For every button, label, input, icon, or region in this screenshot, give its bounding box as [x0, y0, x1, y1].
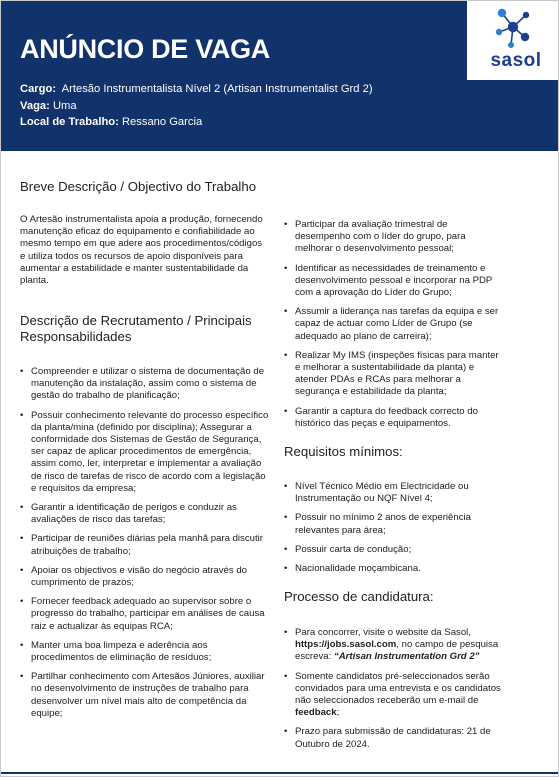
sasol-molecule-logo-icon: [491, 5, 535, 49]
requisitos-list: [284, 481, 504, 575]
responsabilidades-heading: Descrição de Recrutamento / Principais Responsabilidades: [20, 313, 252, 344]
list-item: • Nacionalidade moçambicana.: [284, 563, 504, 575]
list-item: • Realizar My IMS (inspeções físicas para manter e melhorar a sustentabilidade da planta) e atender PDAs e RCAs para melhorar a segurança e estabilidade da planta;: [284, 350, 504, 399]
processo-item-website: • Para concorrer, visite o website da Sasol, https://jobs.sasol.com, no campo de pesquisa escreva: “Artisan Instrumentation Grd 2”: [284, 627, 504, 664]
list-item: • Possuir carta de condução;: [284, 544, 504, 556]
list-item: • Identificar as necessidades de treinamento e desenvolvimento pessoal e incorporar na PDP com a aprovação do Líder do Grupo;: [284, 263, 504, 300]
list-item: • Garantir a identificação de perigos e conduzir as avaliações de risco das tarefas;: [20, 502, 272, 526]
processo-heading: Processo de candidatura:: [284, 589, 434, 604]
breve-heading: Breve Descrição / Objectivo do Trabalho: [20, 179, 257, 194]
list-item: • Fornecer feedback adequado ao supervisor sobre o progresso do trabalho, participar em análises de causa raiz e actualizar às equipas RCA;: [20, 596, 272, 633]
processo-item-selection: • Somente candidatos pré-seleccionados serão convidados para uma entrevista e os candidatos não seleccionados receberão um e-mail de feedback;: [284, 671, 504, 720]
feedback-bold: feedback: [295, 707, 337, 719]
sasol-logo-text: sasol: [490, 50, 542, 71]
job-title-line: [20, 81, 373, 98]
list-item: • Compreender e utilizar o sistema de documentação de manutenção da instalação, assim como o sistema de gestão do trabalho de planificação;: [20, 366, 272, 403]
list-item: • Possuir conhecimento relevante do processo específico da planta/mina (definido por disciplina); Assegurar a conformidade dos Sistemas de Gestão de Segurança, ser capaz de aplicar procedimentos de emergência, assim como, ler, interpretar e implementar a avaliação de risco de tarefas de risco de acordo com a legislação e requisitos da empresa;: [20, 410, 272, 495]
responsabilidades-list-continued: [284, 219, 504, 430]
list-item: • Assumir a liderança nas tarefas da equipa e ser capaz de actuar como Líder de Grupo (se adequado ao plano de carreira);: [284, 306, 504, 343]
responsabilidades-list: [20, 366, 272, 720]
page-title: ANÚNCIO DE VAGA: [20, 34, 271, 64]
list-item: • Apoiar os objectivos e visão do negócio através do cumprimento de prazos;: [20, 565, 272, 589]
local-value: Ressano Garcia: [121, 116, 203, 128]
list-item: • Participar de reuniões diárias pela manhã para discutir atribuições de trabalho;: [20, 533, 272, 557]
list-item: • Partilhar conhecimento com Artesãos Júniores, auxiliar no desenvolvimento de instruções de trabalho para desenvolver um nível mais alto de competência da equipe;: [20, 671, 272, 720]
cargo-value: Artesão Instrumentalista Nível 2 (Artisan Instrumentalist Grd 2): [61, 83, 373, 95]
list-item: • Garantir a captura do feedback correcto do histórico das peças e equipamentos.: [284, 406, 504, 430]
cargo-label: Cargo:: [20, 83, 57, 95]
jobs-website-link[interactable]: https://jobs.sasol.com: [295, 639, 397, 651]
requisitos-heading: Requisitos mínimos:: [284, 444, 403, 459]
bottom-rule: [0, 772, 559, 774]
list-item: • Nível Técnico Médio em Electricidade ou Instrumentação ou NQF Nível 4;: [284, 481, 504, 505]
list-item: • Manter uma boa limpeza e aderência aos procedimentos de eliminação de resíduos;: [20, 640, 272, 664]
vaga-value: Uma: [52, 99, 77, 112]
processo-item-deadline: • Prazo para submissão de candidaturas: 21 de Outubro de 2024.: [284, 726, 504, 750]
list-item: • Participar da avaliação trimestral de desempenho com o líder do grupo, para melhorar o desenvolvimento pessoal;: [284, 219, 504, 256]
location-line: [20, 114, 373, 131]
processo-list: [284, 627, 504, 751]
search-term: “Artisan Instrumentation Grd 2”: [333, 651, 480, 663]
job-info: [20, 81, 373, 131]
local-label: Local de Trabalho:: [20, 116, 119, 128]
vacancy-line: [20, 98, 373, 115]
vaga-label: Vaga:: [20, 99, 50, 112]
list-item: • Possuir no mínimo 2 anos de experiência relevantes para área;: [284, 512, 504, 536]
breve-text: O Artesão instrumentalista apoia a produção, fornecendo manutenção eficaz do equipamento e confiabilidade ao mesmo tempo em que adere aos procedimentos/códigos e utiliza todos os recursos de apoio disponíveis para aumentar a estabilidade e manter sustentabilidade da planta.: [20, 214, 263, 287]
